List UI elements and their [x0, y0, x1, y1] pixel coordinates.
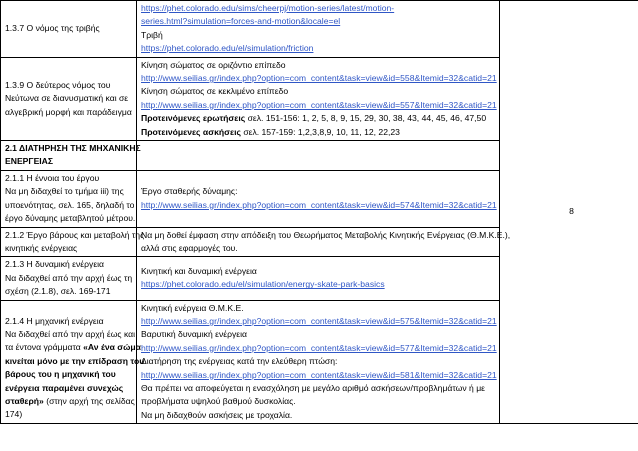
topic-emphasis: «Αν ένα σώμα: [83, 342, 141, 353]
section-heading-line: ΕΝΕΡΓΕΙΑΣ: [5, 156, 54, 167]
material-text: Θα πρέπει να αποφεύγεται η ενασχόληση με μεγάλο αριθμό ασκήσεων/προβλημάτων ή με: [141, 382, 485, 393]
topic-text: 2.1.4 Η μηχανική ενέργεια: [5, 315, 104, 326]
material-cell: [137, 57, 500, 140]
material-text: Να μη δοθεί έμφαση στην απόδειξη του Θεωρήματος Μεταβολής Κινητικής Ενέργειας (Θ.Μ.Κ.Ε.),: [141, 229, 511, 240]
material-text: Τριβή: [141, 29, 163, 40]
topic-line: 2.1.1 Η έννοια του έργου: [5, 172, 100, 183]
topic-line: [5, 315, 132, 328]
resource-link[interactable]: http://www.seilias.gr/index.php?option=com_content&task=view&id=575&Itemid=32&catid=21: [141, 315, 497, 326]
resource-link[interactable]: http://www.seilias.gr/index.php?option=com_content&task=view&id=557&Itemid=32&catid=21: [141, 99, 497, 110]
topic-text: σταθερή»: [5, 395, 44, 406]
exercise-pages: σελ. 157-159: 1,2,3,8,9, 10, 11, 12, 22,23: [240, 126, 400, 137]
topic-cell: [1, 1, 137, 58]
table-row: [1, 1, 638, 58]
material-cell: [137, 170, 500, 227]
topic-line: 2.1.2 Έργο βάρους και μεταβολή της: [5, 229, 145, 240]
topic-line: [5, 368, 132, 381]
material-cell: [137, 1, 500, 58]
material-text: Να μη διδαχθούν ασκήσεις με τροχαλία.: [141, 409, 293, 420]
topic-text: ενέργεια παραμένει συνεχώς: [5, 382, 124, 393]
topic-line: [5, 328, 136, 341]
resource-link[interactable]: https://phet.colorado.edu/sims/cheerpj/motion-series/latest/motion-: [141, 3, 395, 13]
material-text: αλλά στις εφαρμογές του.: [141, 242, 238, 253]
resource-link[interactable]: http://www.seilias.gr/index.php?option=com_content&task=view&id=574&Itemid=32&catid=21: [141, 199, 497, 210]
topic-line: [5, 355, 145, 368]
resource-link[interactable]: http://www.seilias.gr/index.php?option=com_content&task=view&id=577&Itemid=32&catid=21: [141, 342, 497, 353]
resource-link[interactable]: http://www.seilias.gr/index.php?option=com_content&task=view&id=581&Itemid=32&catid=21: [141, 369, 497, 380]
topic-line: υποενότητας, σελ. 165, δηλαδή το: [5, 199, 135, 210]
hours-cell: [500, 1, 638, 424]
topic-line: κινητικής ενέργειας: [5, 242, 78, 253]
topic-line: σχέση (2.1.8), σελ. 169-171: [5, 286, 111, 297]
topic-cell: [1, 227, 145, 257]
material-cell: [137, 257, 500, 300]
topic-line: 2.1.3 Η δυναμική ενέργεια: [5, 259, 105, 270]
exercise-pages: σελ. 151-156: 1, 2, 5, 8, 9, 15, 29, 30, 38, 43, 44, 45, 46, 47,50: [245, 113, 487, 124]
material-text: προβλήματα υψηλού βαθμού δυσκολίας.: [141, 396, 296, 407]
topic-line: 1.3.9 Ο δεύτερος νόμος του: [5, 79, 111, 90]
exercise-label: Προτεινόμενες ασκήσεις: [141, 126, 241, 137]
topic-text: τα έντονα γράμματα: [5, 342, 84, 353]
topic-line: αλγεβρική μορφή και παράδειγμα: [5, 106, 132, 117]
resource-link[interactable]: https://phet.colorado.edu/el/simulation/energy-skate-park-basics: [141, 279, 385, 290]
section-heading-line: 2.1 ΔΙΑΤΗΡΗΣΗ ΤΗΣ ΜΗΧΑΝΙΚΗΣ: [5, 143, 141, 154]
material-text: Κινητική ενέργεια Θ.Μ.Κ.Ε.: [141, 302, 244, 313]
resource-link[interactable]: http://www.seilias.gr/index.php?option=com_content&task=view&id=558&Itemid=32&catid=21: [141, 73, 497, 84]
topic-line: [5, 382, 132, 395]
topic-cell: [1, 170, 137, 227]
topic-text: 174): [5, 409, 23, 420]
resource-link[interactable]: series.html?simulation=forces-and-motion&locale=el: [141, 16, 341, 27]
topic-text: βάρους του η μηχανική του: [5, 369, 116, 380]
material-text: Κινητική και δυναμική ενέργεια: [141, 266, 257, 277]
resource-link[interactable]: https://phet.colorado.edu/el/simulation/friction: [141, 43, 314, 54]
exercise-line: [141, 112, 495, 125]
topic-cell: [1, 300, 145, 424]
topic-line: [5, 395, 135, 408]
section-heading: [1, 141, 141, 171]
topic-cell: [1, 257, 137, 300]
topic-line: [5, 341, 141, 354]
topic-line: Να μη διδαχθεί το τμήμα iii) της: [5, 186, 124, 197]
topic-line: Να διδαχθεί από την αρχή έως τη: [5, 272, 133, 283]
material-cell: [137, 300, 500, 424]
topic-text: (στην αρχή της σελίδας: [43, 395, 135, 406]
topic-line: έργο δύναμης μεταβλητού μέτρου.: [5, 213, 136, 224]
material-cell: [137, 141, 500, 171]
material-text: Διατήρηση της ενέργειας κατά την ελεύθερη πτώση:: [141, 356, 338, 367]
material-text: Έργο σταθερής δύναμης:: [141, 186, 238, 197]
exercise-label: Προτεινόμενες ερωτήσεις: [141, 113, 246, 124]
topic-cell: [1, 57, 137, 140]
exercise-line: [141, 126, 495, 139]
material-text: Κίνηση σώματος σε οριζόντιο επίπεδο: [141, 59, 286, 70]
material-text: Κίνηση σώματος σε κεκλιμένο επίπεδο: [141, 86, 289, 97]
topic-line: Νεύτωνα σε διανυσματική και σε: [5, 93, 129, 104]
topic-text: κινείται μόνο με την επίδραση του: [5, 355, 145, 366]
topic-line: [5, 408, 132, 421]
material-text: Βαρυτική δυναμική ενέργεια: [141, 329, 247, 340]
hours-value: 8: [569, 206, 574, 217]
topic-text: Να διδαχθεί από την αρχή έως και: [5, 328, 136, 339]
topic-line: 1.3.7 Ο νόμος της τριβής: [5, 23, 100, 34]
material-cell: [137, 227, 511, 257]
